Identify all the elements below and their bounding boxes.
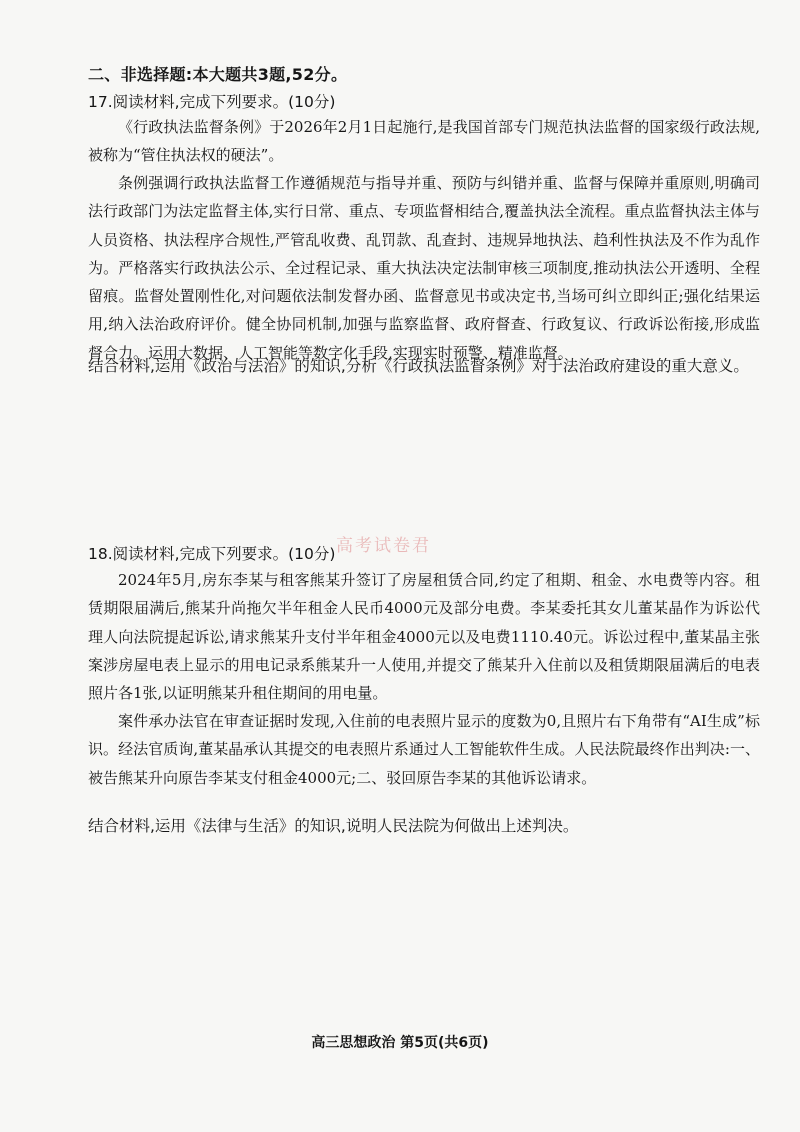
question-18-heading: 18.阅读材料,完成下列要求。(10分): [88, 545, 336, 563]
question-18-paragraph-1: 2024年5月,房东李某与租客熊某升签订了房屋租赁合同,约定了租期、租金、水电费等内容。租赁期限届满后,熊某升尚拖欠半年租金人民币4000元及部分电费。李某委托其女儿董某晶作为诉讼代理人向法院提起诉讼,请求熊某升支付半年租金4000元以及电费1110.40元。诉讼过程中,董某晶主张案涉房屋电表上显示的用电记录系熊某升一人使用,并提交了熊某升入住前以及租赁期限届满后的电表照片各1张,以证明熊某升租住期间的用电量。: [88, 571, 760, 703]
section-heading: 二、非选择题:本大题共3题,52分。: [88, 65, 348, 84]
question-18-task: 结合材料,运用《法律与生活》的知识,说明人民法院为何做出上述判决。: [88, 817, 579, 835]
watermark: 高考试卷君: [336, 536, 431, 556]
question-17-heading: 17.阅读材料,完成下列要求。(10分): [88, 93, 336, 111]
question-17-task: 结合材料,运用《政治与法治》的知识,分析《行政执法监督条例》对于法治政府建设的重大意义。: [88, 357, 749, 375]
question-17-paragraph-2: 条例强调行政执法监督工作遵循规范与指导并重、预防与纠错并重、监督与保障并重原则,明确司法行政部门为法定监督主体,实行日常、重点、专项监督相结合,覆盖执法全流程。重点监督执法主体与人员资格、执法程序合规性,严管乱收费、乱罚款、乱查封、违规异地执法、趋利性执法及不作为乱作为。严格落实行政执法公示、全过程记录、重大执法决定法制审核三项制度,推动执法公开透明、全程留痕。监督处置刚性化,对问题依法制发督办函、监督意见书或决定书,当场可纠立即纠正;强化结果运用,纳入法治政府评价。健全协同机制,加强与监察监督、政府督查、行政复议、行政诉讼衔接,形成监督合力。运用大数据、人工智能等数字化手段,实现实时预警、精准监督。: [88, 174, 760, 362]
question-18-paragraph-2: 案件承办法官在审查证据时发现,入住前的电表照片显示的度数为0,且照片右下角带有“AI生成”标识。经法官质询,董某晶承认其提交的电表照片系通过人工智能软件生成。人民法院最终作出判决:一、被告熊某升向原告李某支付租金4000元;二、驳回原告李某的其他诉讼请求。: [88, 712, 760, 787]
page-footer: 高三思想政治 第5页(共6页): [311, 1035, 489, 1051]
question-17-paragraph-1: 《行政执法监督条例》于2026年2月1日起施行,是我国首部专门规范执法监督的国家级行政法规,被称为“管住执法权的硬法”。: [88, 118, 760, 165]
